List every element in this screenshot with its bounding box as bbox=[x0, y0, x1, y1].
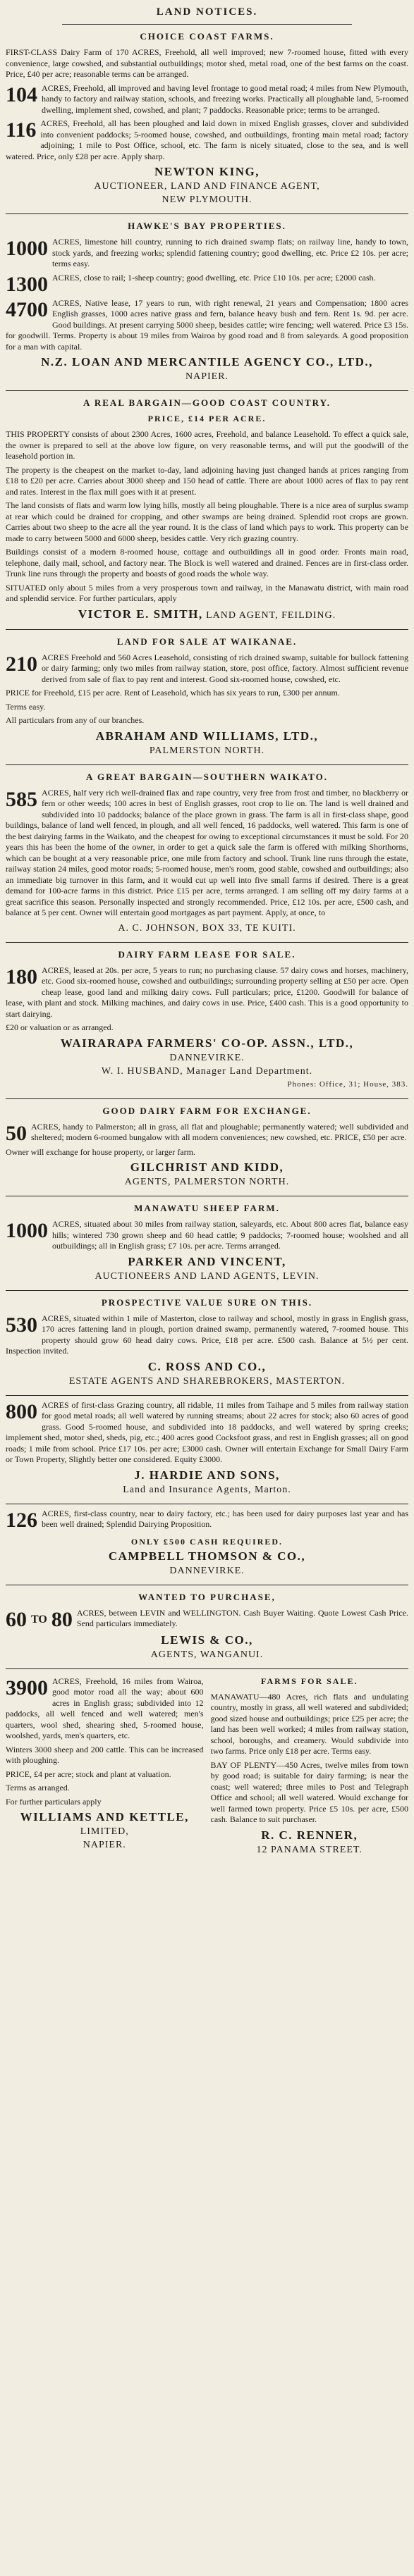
acreage: 3900 bbox=[6, 1676, 48, 1699]
agent-name: C. ROSS AND CO., bbox=[147, 1359, 267, 1373]
ad-text: ACRES, first-class country, near to dairy factory, etc.; has been used for dairy purposes last year and has been well drained; Splendid Dairying Proposition. bbox=[42, 1508, 408, 1529]
divider bbox=[6, 390, 408, 391]
ad-text: ACRES, between LEVIN and WELLINGTON. Cash Buyer Waiting. Quote Lowest Cash Price. Send particulars immediately. bbox=[76, 1607, 408, 1628]
agent-name: LEWIS & CO., bbox=[161, 1633, 253, 1647]
section-heading: PROSPECTIVE VALUE SURE ON THIS. bbox=[101, 1296, 313, 1308]
agent-line: AUCTIONEER, LAND AND FINANCE AGENT, bbox=[94, 181, 320, 192]
ad-block bbox=[6, 237, 408, 270]
right-column bbox=[211, 1673, 409, 1857]
divider bbox=[6, 764, 408, 765]
ad-text: BAY OF PLENTY—450 Acres, twelve miles from town by good road; is suitable for dairy farming; is near the coast; well watered; three miles to Post and Telegraph Office and school; all well watered. Would exchange for well farmed town property. Price £5 10s. per acre, £500 cash. Balance to suit purchaser. bbox=[210, 1759, 408, 1824]
price-line: PRICE for Freehold, £15 per acre. Rent of Leasehold, which has six years to run, £300 per annum. bbox=[6, 688, 340, 698]
agent-signature bbox=[6, 355, 408, 383]
divider bbox=[6, 629, 408, 630]
section-heading: MANAWATU SHEEP FARM. bbox=[134, 1203, 280, 1213]
ad-block bbox=[6, 83, 408, 116]
ad-block bbox=[6, 788, 408, 919]
acreage: 126 bbox=[6, 1508, 37, 1532]
ad-text: ACRES of first-class Grazing country, all ridable, 11 miles from Taihape and 5 miles from railway station for good metal roads; all well watered by running streams; about 22 acres for stock; also 60 acres of good grass. Good 5-roomed house, and subdivided into 18 paddocks, and well watered by spring creeks; implement shed, motor shed, sheds, pig, etc.; 400 acres good Cocksfoot grass, and rest in English grasses; all on good roads; 1 mile from school. Price £17 10s. per acre; £3000 cash. Owner will entertain Exchange for Small Dairy Farm or Town Property, Slightly better one considered. Equity £3000. bbox=[6, 1399, 408, 1464]
land-notices-heading: LAND NOTICES. bbox=[156, 6, 258, 18]
agent-name: WILLIAMS AND KETTLE, bbox=[20, 1810, 189, 1823]
ad-block bbox=[6, 1608, 408, 1630]
ad-text: THIS PROPERTY consists of about 2300 Acres, 1600 acres, Freehold, and balance Leasehold. To effect a quick sale, the owner is prepared to sell at the above low figure, on very reasonable terms, and will put the goodwill of the leasehold portion in. bbox=[6, 429, 408, 461]
ad-block bbox=[6, 1219, 408, 1252]
section-heading: GOOD DAIRY FARM FOR EXCHANGE. bbox=[102, 1105, 312, 1116]
ad-block bbox=[6, 965, 408, 1020]
ad-text: SITUATED only about 5 miles from a very prosperous town and railway, in the Manawatu district, with main road and splendid service. For further particulars, apply bbox=[6, 582, 408, 603]
acreage-to: 80 bbox=[51, 1607, 73, 1631]
acreage: 180 bbox=[6, 965, 37, 989]
agent-signature bbox=[6, 1255, 408, 1283]
acreage: 1300 bbox=[6, 272, 48, 296]
acreage: 116 bbox=[6, 118, 37, 142]
agent-name: ABRAHAM AND WILLIAMS, LTD., bbox=[95, 729, 319, 743]
section-heading: A GREAT BARGAIN—SOUTHERN WAIKATO. bbox=[86, 771, 328, 782]
ad-text: ACRES, Native lease, 17 years to run, with right renewal, 21 years and Compensation; 1800 acres English grasses, 1000 acres native grass and fern, balance heavy bush and fern. Rent 1s. 9d. per acre. Good buildings. At present carrying 5000 sheep, besides cattle; wire fencing; well watered. Price £3 15s. for goodwill. Terms. Property is about 19 miles from Wairoa by good road and 8 from saleyards. A good proposition for a man with capital. bbox=[6, 297, 408, 352]
ad-text: ACRES, close to rail; 1-sheep country; good dwelling, etc. Price £10 10s. per acre; £2000 cash. bbox=[52, 272, 376, 283]
agent-name: GILCHRIST AND KIDD, bbox=[130, 1160, 284, 1174]
agent-name: N.Z. LOAN AND MERCANTILE AGENCY CO., LTD., bbox=[41, 355, 373, 369]
agent-signature bbox=[6, 165, 408, 206]
acreage-from: 60 bbox=[6, 1607, 27, 1631]
section-heading: DAIRY FARM LEASE FOR SALE. bbox=[118, 948, 296, 960]
agent-line: DANNEVIRKE. bbox=[169, 1052, 245, 1063]
particulars-line: All particulars from any of our branches. bbox=[6, 715, 145, 725]
agent-line: ESTATE AGENTS AND SHAREBROKERS, MASTERTON. bbox=[68, 1375, 346, 1387]
ad-block bbox=[6, 273, 408, 295]
section-heading: HAWKE'S BAY PROPERTIES. bbox=[128, 221, 286, 231]
agent-line: W. I. HUSBAND, Manager Land Department. bbox=[101, 1065, 313, 1077]
ad-text: ACRES, Freehold, all improved and having level frontage to good metal road; 4 miles from New Plymouth, handy to factory and railway station, schools, and freezing works. Practically all ploughable land, 5-roomed dwelling, implement shed, cowshed, and plant; 7 paddocks. Reasonable price; terms to be arranged. bbox=[42, 82, 408, 115]
section-heading: FARMS FOR SALE. bbox=[261, 1676, 358, 1686]
ad-text: The property is the cheapest on the market to-day, land adjoining having just changed hands at prices ranging from £18 to £20 per acre. Carries about 3000 sheep and 150 head of cattle. There are about 1000 acres of flax to pay rent and rates. Interest in the flax mill goes with it at present. bbox=[6, 464, 408, 497]
divider bbox=[62, 24, 352, 25]
ad-block bbox=[6, 652, 408, 686]
ad-text: ACRES, Freehold, 16 miles from Wairoa, good motor road all the way; about 600 acres in English grass; subdivided into 12 paddocks, all well fenced and well watered; men's quarters, wool shed, shearing shed, 5-roomed house, woolshed, yards, men's quarters, etc. bbox=[6, 1676, 204, 1740]
divider bbox=[6, 1098, 408, 1099]
divider bbox=[6, 1395, 408, 1396]
ad-text: ACRES, half very rich well-drained flax and rape country, very free from frost and timber, no blackberry or fern or other weeds; 100 acres in best of English grasses, root crop to lie on. The land is well drained and subdivided into 10 paddocks; balance of the place grown in grass. The farm is all in first-class shape, good buildings, balance of land well fenced, in plough, and all well fenced, 16 paddocks, well watered. This farm is one of the best dairying farms in the Waikato, and the cheapest for owing to exceptional circumstances it must be sold. For 20 years this has been the home of the owner, in order to get a quick sale the farm is offered with milking Shorthorns, which can be bought at a very reasonable price, one mile from factory and school. Trunk line runs through the estate, railway station 24 miles, good motor roads; 5-roomed house, men's room, good stable, cowshed and outbuildings; also an immediate big turnover in this farm, and it would cut up well into five small farms if desired. There is a great demand for 100-acre farms in this district. Price £15 per acre, terms arranged. I am selling off my dairy farms at a great sacrifice this season. Personally inspected and strongly recommended. Price, £12 10s. per acre, £500 cash, and balance at 5 per cent. Owner will entertain good mortgages as part payment. Apply, at once, to bbox=[6, 787, 408, 917]
agent-signature bbox=[6, 1633, 408, 1661]
acreage: 50 bbox=[6, 1121, 27, 1145]
agent-line: DANNEVIRKE. bbox=[169, 1565, 245, 1576]
agent-name: WAIRARAPA FARMERS' CO-OP. ASSN., LTD., bbox=[60, 1036, 354, 1050]
two-column-section bbox=[6, 1673, 408, 1857]
ad-text: ACRES, situated about 30 miles from railway station, saleyards, etc. About 800 acres flat, balance easy hills; wintered 730 grown sheep and 60 head cattle; 9 paddocks; 7-roomed house; woolshed and all outbuildings; all in English grass; £7 10s. per acre. Terms arranged. bbox=[52, 1219, 408, 1251]
ad-text: The land consists of flats and warm low lying hills, mostly all being ploughable. There is a nice area of surplus swamp at rear which could be drained for cropping, and other swamps are being drained. Splendid root crops are grown. Carries about two sheep to the acre all the year round. It is the class of land which pays to work. This property can be made to carry between 5000 and 6000 sheep, besides cattle. Very rich grazing country. bbox=[6, 500, 408, 543]
left-column bbox=[6, 1673, 204, 1857]
divider bbox=[6, 942, 408, 943]
agent-line: AGENTS, PALMERSTON NORTH. bbox=[124, 1177, 290, 1187]
agent-signature bbox=[6, 1360, 408, 1388]
terms-line: Terms as arranged. bbox=[6, 1783, 70, 1792]
ad-block bbox=[6, 118, 408, 162]
agent-line: NEW PLYMOUTH. bbox=[162, 194, 252, 205]
ad-block bbox=[6, 1400, 408, 1466]
agent-signature bbox=[6, 1160, 408, 1189]
divider bbox=[6, 1668, 408, 1669]
cash-required: ONLY £500 CASH REQUIRED. bbox=[130, 1536, 284, 1547]
agent-line: NAPIER. bbox=[185, 371, 229, 382]
agent-name: VICTOR E. SMITH, bbox=[78, 607, 203, 621]
agent-line: AGENTS, WANGANUI. bbox=[150, 1649, 264, 1660]
ad-block bbox=[6, 298, 408, 353]
section-heading: A REAL BARGAIN—GOOD COAST COUNTRY. bbox=[83, 397, 331, 408]
agent-line: Land and Insurance Agents, Marton. bbox=[123, 1484, 291, 1495]
acreage: 800 bbox=[6, 1399, 37, 1423]
to-word: TO bbox=[31, 1613, 47, 1626]
ad-text: £20 or valuation or as arranged. bbox=[6, 1022, 114, 1032]
section-heading: WANTED TO PURCHASE, bbox=[138, 1591, 276, 1602]
divider bbox=[6, 1290, 408, 1291]
price-line: PRICE, £14 PER ACRE. bbox=[147, 414, 267, 423]
agent-signature bbox=[211, 1828, 409, 1857]
ad-text: Winters 3000 sheep and 200 cattle. This can be increased with ploughing. bbox=[6, 1744, 204, 1765]
divider bbox=[6, 213, 408, 214]
agent-name: NEWTON KING, bbox=[154, 165, 260, 178]
price-line: PRICE, £4 per acre; stock and plant at valuation. bbox=[6, 1769, 171, 1779]
acreage: 530 bbox=[6, 1313, 37, 1337]
agent-signature bbox=[6, 1468, 408, 1497]
agent-signature bbox=[6, 729, 408, 757]
agent-line: 12 PANAMA STREET. bbox=[256, 1844, 363, 1855]
acreage: 585 bbox=[6, 787, 37, 811]
ad-block bbox=[6, 1122, 408, 1144]
agent-line: AUCTIONEERS AND LAND AGENTS, LEVIN. bbox=[95, 1270, 319, 1282]
ad-text: ACRES, leased at 20s. per acre, 5 years to run; no purchasing clause. 57 dairy cows and horses, machinery, etc. Good six-roomed house, cowshed and outbuildings; surrounding property selling at £50 per acre. Open cheap lease, good land and milking dairy cows. Full particulars; price, £1200. Goodwill for balance of lease, with plant and stock. Milking machines, and dairy cows in use. Price, £400 cash. This is a good opportunity to start dairying. bbox=[6, 965, 408, 1019]
agent-line: LIMITED, bbox=[80, 1826, 129, 1837]
agent-name: R. C. RENNER, bbox=[261, 1828, 358, 1842]
acreage: 4700 bbox=[6, 297, 48, 321]
agent-signature bbox=[6, 607, 408, 622]
acreage: 104 bbox=[6, 82, 37, 106]
agent-name: CAMPBELL THOMSON & CO., bbox=[108, 1549, 306, 1563]
agent-line: PALMERSTON NORTH. bbox=[149, 745, 265, 756]
ad-block bbox=[6, 1676, 204, 1742]
particulars-line: For further particulars apply bbox=[6, 1796, 102, 1807]
ad-block bbox=[6, 1509, 408, 1531]
agent-name: PARKER AND VINCENT, bbox=[128, 1254, 286, 1268]
ad-text: ACRES, handy to Palmerston; all in grass, all flat and ploughable; permanently watered; well subdivided and sheltered; modern 6-roomed bungalow with all modern conveniences; new cowshed, etc. PRICE, £50 per acre. bbox=[31, 1121, 408, 1142]
agent-line: NAPIER. bbox=[83, 1840, 126, 1850]
agent-line: LAND AGENT, FEILDING. bbox=[206, 609, 336, 621]
agent-signature bbox=[6, 1549, 408, 1578]
acreage: 1000 bbox=[6, 237, 48, 260]
ad-text: MANAWATU—480 Acres, rich flats and undulating country, mostly in grass, all well watered and subdivided; good sized house and outbuildings; price £25 per acre; the land has been well worked; 4 miles from railway station, school, boroughs, and creamery. Would subdivide into two farms. Price only £18 per acre. Terms easy. bbox=[210, 1691, 408, 1756]
acreage: 210 bbox=[6, 652, 37, 676]
agent-signature bbox=[6, 1036, 408, 1091]
agent-phones: Phones: Office, 31; House, 383. bbox=[287, 1079, 408, 1089]
ad-text: ACRES, Freehold, all has been ploughed and laid down in mixed English grasses, clover and subdivided into convenient paddocks; 5-roomed house, cowshed, and outbuildings, fronting main metal road; factory adjoining; 1 mile to Post Office, school, etc. The farm is nicely situated, close to the sea, and is well watered. Price, only £28 per acre. Apply sharp. bbox=[6, 118, 408, 161]
ad-block bbox=[6, 1313, 408, 1357]
section-heading: LAND FOR SALE AT WAIKANAE. bbox=[116, 636, 298, 647]
agent-signature: A. C. JOHNSON, BOX 33, TE KUITI. bbox=[118, 922, 296, 934]
agent-signature bbox=[6, 1810, 204, 1852]
agent-name: J. HARDIE AND SONS, bbox=[134, 1468, 280, 1482]
section-heading: CHOICE COAST FARMS. bbox=[140, 31, 274, 42]
ad-text: ACRES Freehold and 560 Acres Leasehold, consisting of rich drained swamp, suitable for bullock fattening or dairy farming; only two miles from railway station, store, post office, factory. Almost sufficient revenue derived from sale of flax to pay rent and interest. Good six-roomed house, cowshed, etc. bbox=[42, 652, 408, 684]
ad-text: Buildings consist of a modern 8-roomed house, cottage and outbuildings all in good order. Fronts main road, telephone, daily mail, school, and factory near. The Block is well watered and drained. Fences are in first-class order. Trunk line runs through the property and boasts of good roads the whole way. bbox=[6, 547, 408, 578]
acreage: 1000 bbox=[6, 1219, 48, 1242]
ad-text: ACRES, limestone hill country, running to rich drained swamp flats; on railway line, handy to town, stock yards, and freezing works; splendid fattening country; good dwelling, etc. Price £2 10s. per acre; terms easy. bbox=[52, 237, 408, 268]
ad-text: FIRST-CLASS Dairy Farm of 170 ACRES, Freehold, all well improved; new 7-roomed house, fitted with every convenience, large cowshed, and substantial outbuildings; motor shed, metal road, one of the best farms on the coast. Price, £40 per acre; reasonable terms can be arranged. bbox=[6, 47, 408, 79]
terms-line: Terms easy. bbox=[6, 701, 46, 712]
ad-text: ACRES, situated within 1 mile of Masterton, close to railway and school, mostly in grass in English grass, 170 acres fattening land in plough, portion drained swamp, permanently watered, 7-roomed house. This property should grow 60 head dairy cows. Price, £18 per acre. £500 cash. Balance at 5½ per cent. Inspection invited. bbox=[6, 1313, 408, 1356]
ad-text: Owner will exchange for house property, or larger farm. bbox=[6, 1146, 195, 1157]
